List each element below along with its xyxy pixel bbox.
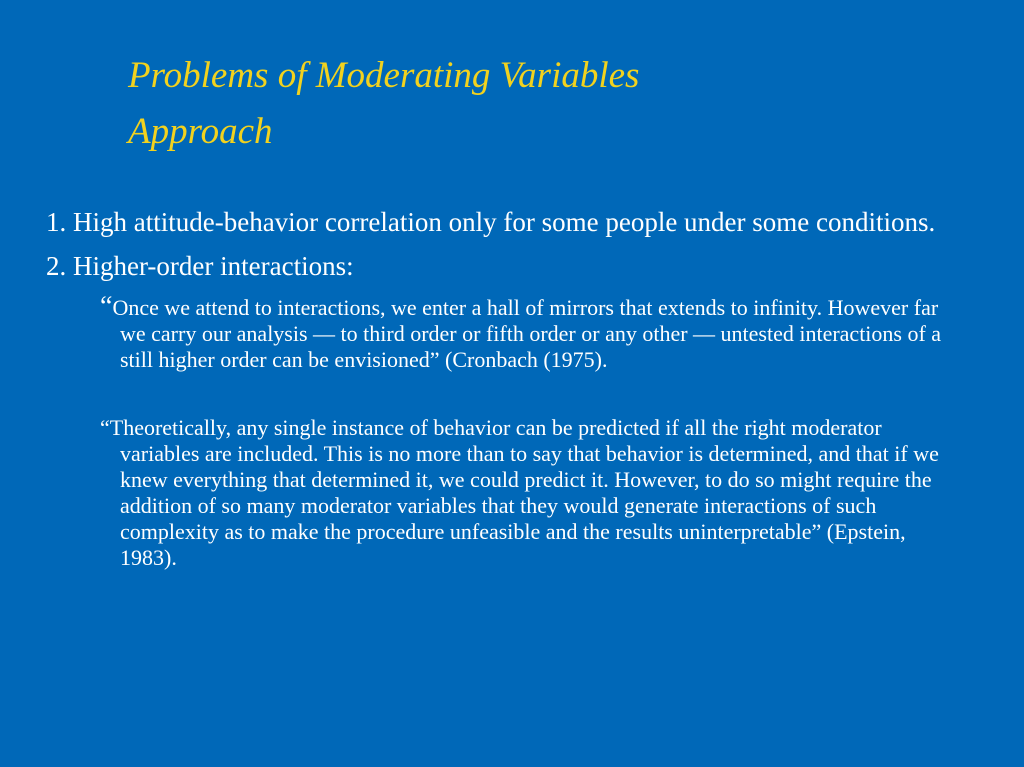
open-quote-mark: “ bbox=[100, 291, 113, 322]
cronbach-quote bbox=[46, 291, 960, 373]
slide-title bbox=[128, 48, 928, 160]
epstein-quote: “Theoretically, any single instance of behavior can be predicted if all the right moderator variables are included. This is no more than to say that behavior is determined, and that if we knew everything that determined it, we could predict it. However, to do so might require the addition of so many moderator variables that they would generate interactions of such complexity as to make the procedure unfeasible and the results uninterpretable” (Epstein, 1983). bbox=[100, 415, 939, 570]
slide-title-line-2: Approach bbox=[128, 111, 273, 152]
cronbach-quote-text: Once we attend to interactions, we enter a hall of mirrors that extends to infinity. However far we carry our analysis — to third order or fifth order or any other — untested interactions of a still higher order can be envisioned” (Cronbach (1975). bbox=[112, 295, 942, 372]
point-1: 1. High attitude-behavior correlation only for some people under some conditions. bbox=[46, 207, 936, 237]
slide-title-line-1: Problems of Moderating Variables bbox=[128, 55, 640, 96]
slide-body bbox=[46, 206, 966, 571]
point-2: 2. Higher-order interactions: bbox=[46, 251, 354, 281]
